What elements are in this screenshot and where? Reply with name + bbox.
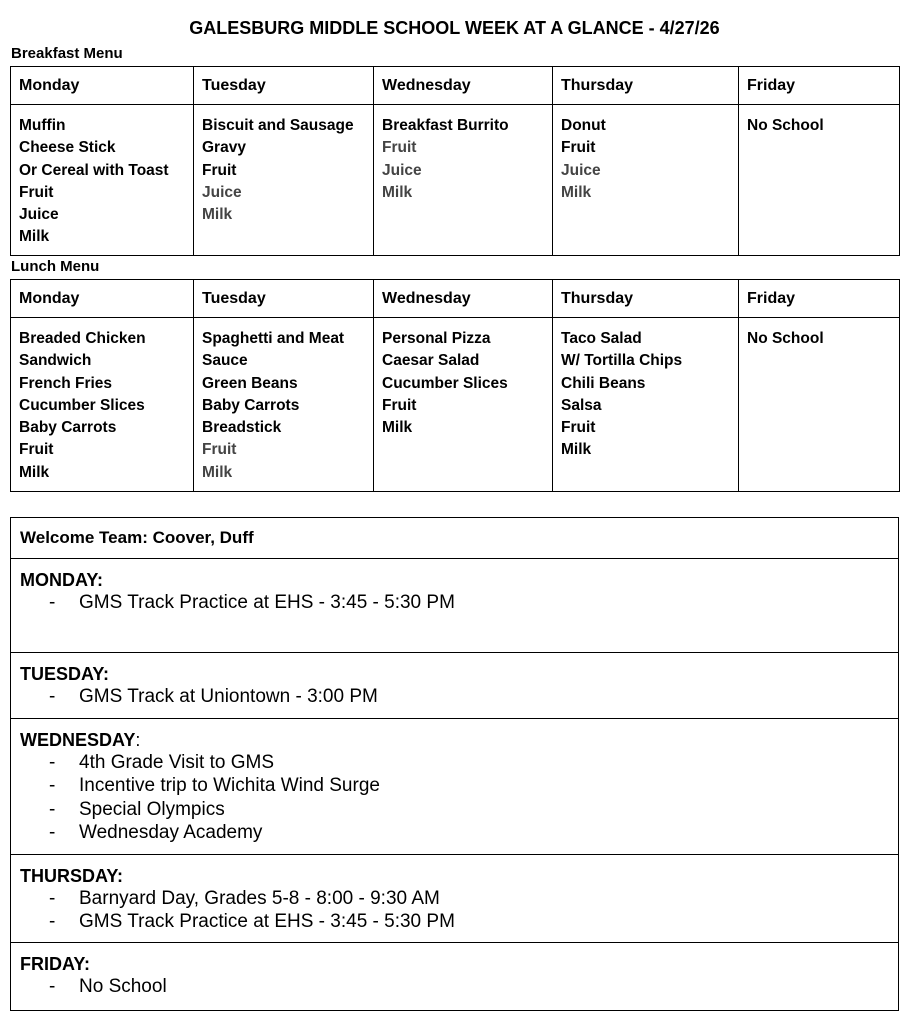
menu-item: Salsa <box>561 396 602 414</box>
menu-item: Milk <box>19 463 50 481</box>
lunch-header-row <box>11 280 900 318</box>
event-list <box>20 975 889 998</box>
menu-item: Cucumber Slices <box>382 374 508 392</box>
event-item: - GMS Track Practice at EHS - 3:45 - 5:30 PM <box>20 910 889 933</box>
menu-cell-monday <box>11 105 194 256</box>
menu-item: Fruit <box>202 161 237 179</box>
event-day-heading: WEDNESDAY: <box>20 730 141 750</box>
day-header-monday: Monday <box>11 67 194 105</box>
menu-cell-monday <box>11 318 194 492</box>
menu-cell-tuesday <box>194 318 374 492</box>
day-header-wednesday: Wednesday <box>374 280 553 318</box>
menu-item: Breakfast Burrito <box>382 117 509 134</box>
menu-item: Or Cereal with Toast <box>19 161 169 179</box>
menu-cell-wednesday <box>374 318 553 492</box>
event-item: - Barnyard Day, Grades 5-8 - 8:00 - 9:30 AM <box>20 887 889 910</box>
welcome-team: Welcome Team: Coover, Duff <box>20 528 254 547</box>
bullet-dash: - <box>49 752 56 773</box>
menu-cell-friday <box>739 318 900 492</box>
event-day-monday <box>11 558 898 652</box>
event-day-heading: THURSDAY: <box>20 866 124 886</box>
menu-item: Cucumber Slices <box>19 396 145 414</box>
breakfast-items-row <box>11 105 900 256</box>
menu-item: Personal Pizza <box>382 330 491 347</box>
event-day-friday <box>11 942 898 1010</box>
menu-item: Juice <box>561 161 601 179</box>
menu-item: Caesar Salad <box>382 352 480 370</box>
bullet-dash: - <box>49 976 56 997</box>
menu-item: Muffin <box>19 117 66 134</box>
menu-item: Milk <box>561 183 592 201</box>
event-list <box>20 751 889 844</box>
event-list <box>20 685 889 708</box>
bullet-dash: - <box>49 686 56 707</box>
menu-cell-thursday <box>553 318 739 492</box>
day-header-wednesday: Wednesday <box>374 67 553 105</box>
event-item: - 4th Grade Visit to GMS <box>20 751 889 774</box>
menu-item: W/ Tortilla Chips <box>561 352 683 370</box>
event-item: - GMS Track Practice at EHS - 3:45 - 5:30 PM <box>20 591 889 614</box>
menu-item: Biscuit and Sausage <box>202 117 354 134</box>
event-item: - Special Olympics <box>20 798 889 821</box>
menu-item: No School <box>747 117 824 134</box>
event-day-heading: FRIDAY: <box>20 954 91 974</box>
menu-item: Fruit <box>202 441 237 459</box>
day-header-thursday: Thursday <box>553 67 739 105</box>
lunch-items-row <box>11 318 900 492</box>
menu-item: Taco Salad <box>561 330 642 347</box>
event-item: - No School <box>20 975 889 998</box>
bullet-dash: - <box>49 775 56 797</box>
event-day-tuesday <box>11 652 898 718</box>
menu-item: Cheese Stick <box>19 139 116 157</box>
menu-item: Milk <box>382 183 413 201</box>
event-day-wednesday <box>11 718 898 854</box>
events-box <box>10 517 899 1011</box>
page-title: GALESBURG MIDDLE SCHOOL WEEK AT A GLANCE - 4/27/26 <box>189 18 720 38</box>
menu-item: Fruit <box>382 396 417 414</box>
menu-item: Gravy <box>202 139 246 157</box>
menu-item: No School <box>747 330 824 347</box>
day-header-friday: Friday <box>739 67 900 105</box>
event-day-heading: TUESDAY: <box>20 664 110 684</box>
menu-item: Milk <box>561 441 592 459</box>
menu-item: Fruit <box>561 139 596 157</box>
menu-item: Juice <box>19 206 59 224</box>
menu-item: Breadstick <box>202 419 282 437</box>
breakfast-header-row <box>11 67 900 105</box>
menu-item: Donut <box>561 117 606 134</box>
day-header-tuesday: Tuesday <box>194 280 374 318</box>
menu-item: Milk <box>202 463 233 481</box>
menu-item: Fruit <box>19 183 54 201</box>
menu-item: Sandwich <box>19 352 92 370</box>
menu-item: Spaghetti and Meat <box>202 330 345 347</box>
event-item: - Wednesday Academy <box>20 821 889 844</box>
bullet-dash: - <box>49 798 56 820</box>
menu-item: Juice <box>202 183 242 201</box>
menu-item: Green Beans <box>202 374 298 392</box>
event-list <box>20 887 889 934</box>
day-header-thursday: Thursday <box>553 280 739 318</box>
menu-item: Juice <box>382 161 422 179</box>
day-header-monday: Monday <box>11 280 194 318</box>
bullet-dash: - <box>49 911 56 933</box>
menu-cell-tuesday <box>194 105 374 256</box>
menu-item: French Fries <box>19 374 113 392</box>
menu-cell-thursday <box>553 105 739 256</box>
menu-cell-wednesday <box>374 105 553 256</box>
bullet-dash: - <box>49 888 56 909</box>
menu-item: Milk <box>382 419 413 437</box>
menu-item: Breaded Chicken <box>19 330 146 347</box>
event-day-thursday <box>11 854 898 942</box>
breakfast-menu-label: Breakfast Menu <box>11 45 123 62</box>
bullet-dash: - <box>49 592 56 613</box>
menu-item: Milk <box>202 206 233 224</box>
lunch-menu-table <box>10 279 900 492</box>
menu-item: Fruit <box>19 441 54 459</box>
event-item: - GMS Track at Uniontown - 3:00 PM <box>20 685 889 708</box>
event-day-heading: MONDAY: <box>20 570 104 590</box>
event-list <box>20 591 889 614</box>
day-header-tuesday: Tuesday <box>194 67 374 105</box>
breakfast-menu-table <box>10 66 900 256</box>
menu-item: Fruit <box>561 419 596 437</box>
menu-item: Chili Beans <box>561 374 646 392</box>
menu-item: Milk <box>19 228 50 246</box>
menu-item: Sauce <box>202 352 248 370</box>
event-item: - Incentive trip to Wichita Wind Surge <box>20 774 889 797</box>
lunch-menu-label: Lunch Menu <box>11 258 100 275</box>
menu-cell-friday <box>739 105 900 256</box>
menu-item: Baby Carrots <box>19 419 117 437</box>
menu-item: Baby Carrots <box>202 396 300 414</box>
day-header-friday: Friday <box>739 280 900 318</box>
menu-item: Fruit <box>382 139 417 157</box>
bullet-dash: - <box>49 821 56 843</box>
